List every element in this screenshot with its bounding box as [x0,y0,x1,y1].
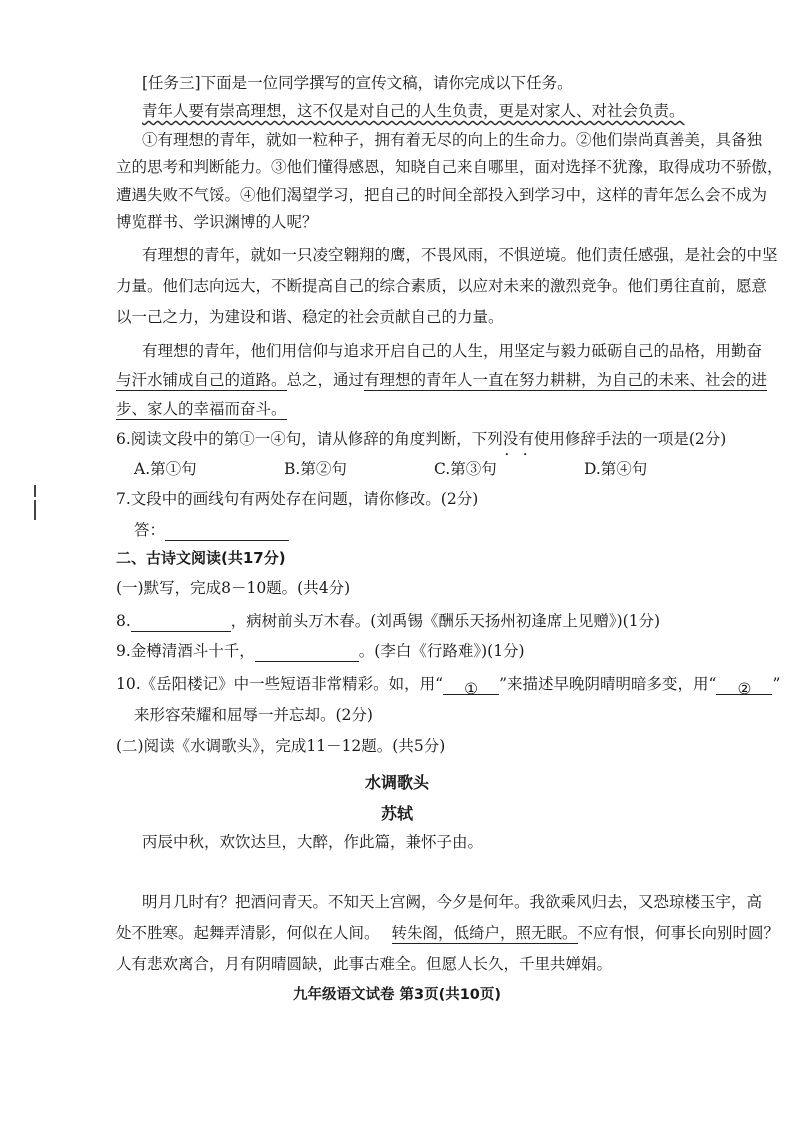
option-c[interactable]: C.第③句 [434,460,497,478]
para2-line1: 有理想的青年，就如一只凌空翱翔的鹰，不畏风雨，不惧逆境。他们责任感强，是社会的中坚 [142,246,778,264]
para3-line3 [116,398,287,420]
poem-line2: 处不胜寒。起舞弄清影，何似在人间。 转朱阁，低绮户，照无眠。不应有恨，何事长向别时圆？ [116,924,780,942]
part-2-title: (二)阅读《水调歌头》，完成11－12题。(共5分) [116,737,446,755]
option-b[interactable]: B.第②句 [284,460,347,478]
para1-line2: 立的思考和判断能力。③他们懂得感恩，知晓自己来自哪里，面对选择不犹豫，取得成功不骄傲， [116,158,783,176]
part-1-title: (一)默写，完成8－10题。(共4分) [116,579,351,597]
poem-author: 苏轼 [380,804,413,823]
question-6-stem: 6.阅读文段中的第①一④句，请从修辞的角度判断，下列没有 • •使用修辞手法的一项是(2分) [116,428,726,450]
emphasis-dots: 没有 • • [503,430,534,448]
poem-title: 水调歌头 [364,773,429,792]
summary-lead: 总之，通过 [286,371,365,389]
blank-10-1[interactable]: ① [443,678,499,695]
blank-9[interactable] [255,645,359,662]
underlined-sentence-part3: 步、家人的幸福而奋斗。 [116,400,287,418]
question-8: 8. ，病树前头万木春。(刘禹锡《酬乐天扬州初逢席上见赠》)(1分) [116,612,661,630]
question-6-options [134,458,734,480]
poem-line3: 人有悲欢离合，月有阴晴圆缺，此事古难全。但愿人长久，千里共婵娟。 [116,955,613,973]
question-10-line2: 来形容荣耀和屈辱一并忘却。(2分) [134,706,373,724]
margin-mark [34,485,36,497]
blank-8[interactable] [131,615,231,632]
question-7-stem: 7.文段中的画线句有两处存在问题，请你修改。(2分) [116,490,479,508]
page-footer: 九年级语文试卷 第3页(共10页) [292,987,502,1003]
para1-line3: 遭遇失败不气馁。④他们渴望学习，把自己的时间全部投入到学习中，这样的青年怎么会不成为 [116,186,768,204]
underlined-sentence-part1: 与汗水铺成自己的道路。 [116,371,287,389]
para1-line4: 博览群书、学识渊博的人呢？ [116,213,318,231]
option-d[interactable]: D.第④句 [584,460,648,478]
poem-preface: 丙辰中秋，欢饮达旦，大醉，作此篇，兼怀子由。 [142,833,484,851]
margin-mark [34,500,36,520]
task3-thesis: 青年人要有崇高理想，这不仅是对自己的人生负责，更是对家人、对社会负责。 [142,102,685,120]
para2-line3: 以一己之力，为建设和谐、稳定的社会贡献自己的力量。 [116,308,504,326]
poem-line1: 明月几时有？把酒问青天。不知天上宫阙，今夕是何年。我欲乘风归去，又恐琼楼玉宇，高 [142,893,763,911]
underlined-poem-phrase: 转朱阁，低绮户，照无眠。 [391,924,578,942]
blank-10-2[interactable]: ② [716,678,772,695]
para1-line1: ①有理想的青年，就如一粒种子，拥有着无尽的向上的生命力。②他们崇尚真善美，具备独 [142,131,763,149]
question-7-answer [134,519,289,541]
para3-line2 [116,369,767,391]
option-a[interactable]: A.第①句 [134,460,197,478]
para2-line2: 力量。他们志向远大，不断提高自己的综合素质，以应对未来的激烈竞争。他们勇往直前，愿意 [116,277,768,295]
question-10-line1: 10.《岳阳楼记》中一些短语非常精彩。如，用“ ① ”来描述早晚阴晴明暗多变，用“ ② ” [116,675,781,698]
question-9: 9.金樽清酒斗十千， 。(李白《行路难》)(1分) [116,642,525,660]
answer-blank[interactable] [165,524,289,541]
answer-label: 答： [134,521,166,539]
para3-line1: 有理想的青年，他们用信仰与追求开启自己的人生，用坚定与毅力砥砺自己的品格，用勤奋 [142,342,763,360]
underlined-sentence-part2: 有理想的青年人一直在努力耕耕，为自己的未来、社会的进 [364,371,768,389]
section-2-title: 二、古诗文阅读(共17分) [116,549,286,567]
task3-title: [任务三]下面是一位同学撰写的宣传文稿，请你完成以下任务。 [142,74,573,92]
